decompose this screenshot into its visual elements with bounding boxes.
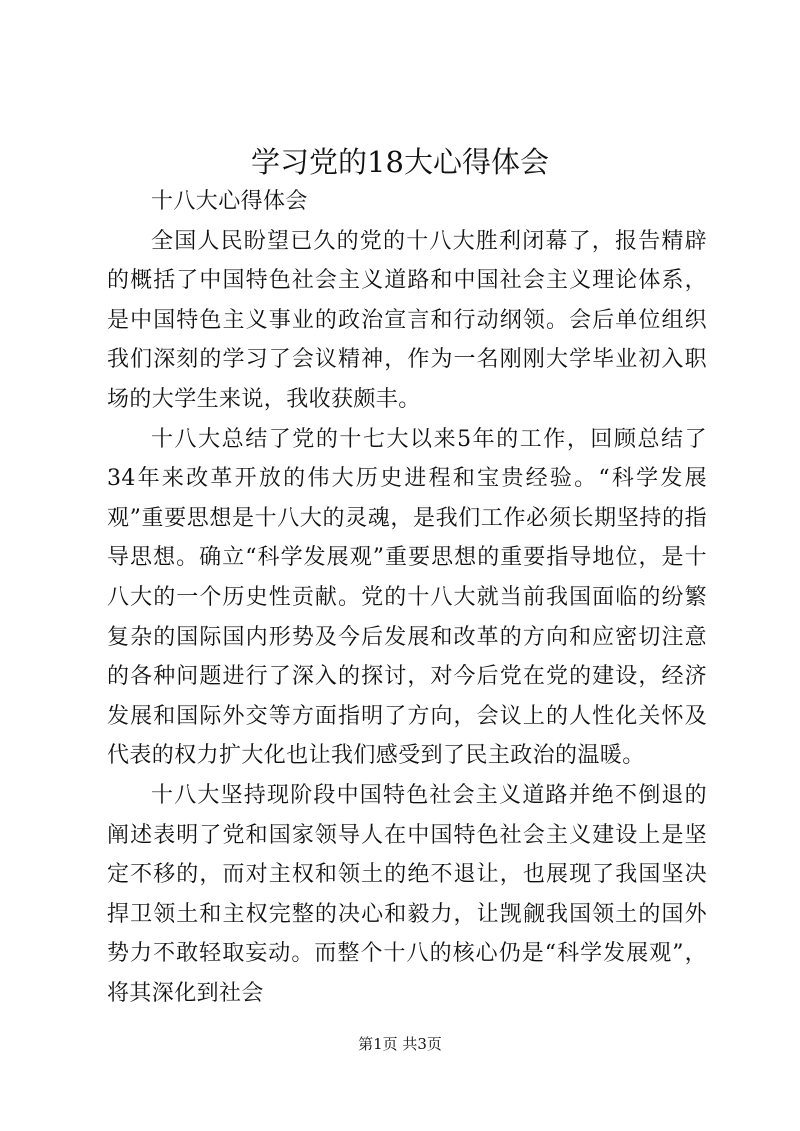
document-title: 学习党的18大心得体会 [251, 145, 549, 179]
paragraph: 十八大坚持现阶段中国特色社会主义道路并绝不倒退的阐述表明了党和国家领导人在中国特色社会主义建设上是坚定不移的，而对主权和领土的绝不退让，也展现了我国坚决捍卫领土和主权完整的决心和毅力，让觊觎我国领土的国外势力不敢轻取妄动。而整个十八的核心仍是“科学发展观”，将其深化到社会 [107, 782, 707, 1006]
paragraph-subtitle: 十八大心得体会 [151, 189, 308, 214]
paragraph: 全国人民盼望已久的党的十八大胜利闭幕了，报告精辟的概括了中国特色社会主义道路和中国社会主义理论体系，是中国特色主义事业的政治宣言和行动纲领。会后单位组织我们深刻的学习了会议精神，作为一名刚刚大学毕业初入职场的大学生来说，我收获颇丰。 [107, 228, 707, 412]
page-footer: 第1页 共3页 [358, 1035, 442, 1053]
document-body [107, 182, 707, 1013]
paragraph: 十八大总结了党的十七大以来5年的工作，回顾总结了34年来改革开放的伟大历史进程和宝贵经验。“科学发展观”重要思想是十八大的灵魂，是我们工作必须长期坚持的指导思想。确立“科学发展观”重要思想的重要指导地位，是十八大的一个历史性贡献。党的十八大就当前我国面临的纷繁复杂的国际国内形势及今后发展和改革的方向和应密切注意的各种问题进行了深入的探讨，对今后党在党的建设，经济发展和国际外交等方面指明了方向，会议上的人性化关怀及代表的权力扩大化也让我们感受到了民主政治的温暖。 [107, 426, 707, 769]
